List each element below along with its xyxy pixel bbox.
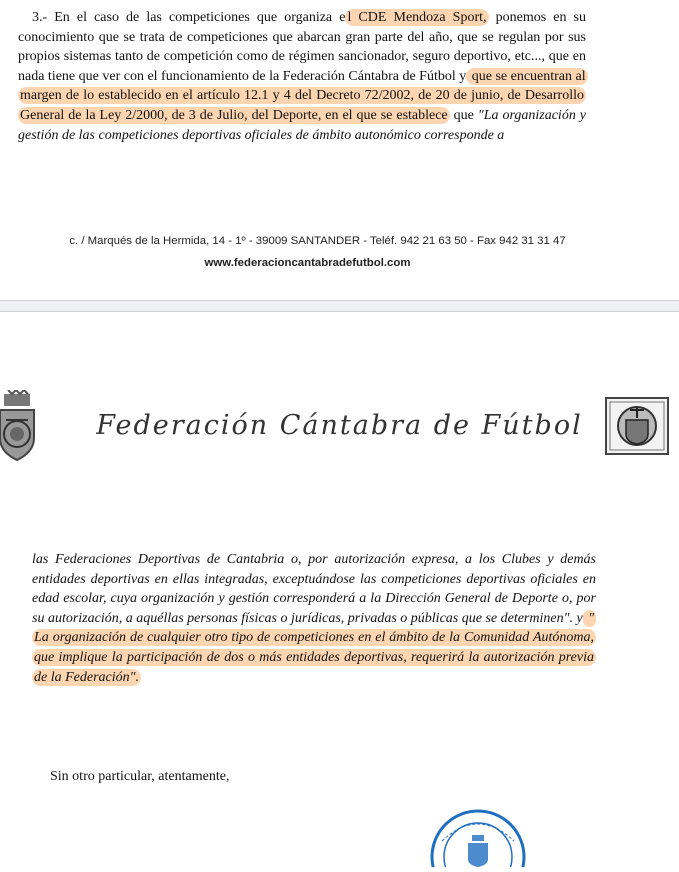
text-segment: las Federaciones Deportivas de Cantabria o, por autorización expresa, a los Clubes y demás entidades deportivas en ellas integradas, exceptuándose las competiciones deportivas oficiales en edad escolar, cuya organización y gestión corresponderá a la Dirección General de Deporte o, por su autorización, a aquéllas personas físicas o jurídicas, privadas o públicas que se determinen". y xyxy=(32,552,596,626)
closing-line: Sin otro particular, atentamente, xyxy=(50,769,230,784)
text-segment: 3.- En el caso de las competiciones que organiza e xyxy=(32,10,346,25)
highlighted-text: " La organización de cualquier otro tipo de competiciones en el ámbito de la Comunidad Autónoma, que implique la participación de dos o más entidades deportivas, requerirá la autorización previa de la Federación". xyxy=(34,610,595,685)
seal-stamp-icon xyxy=(428,807,528,872)
page-separator xyxy=(0,300,679,312)
footer-address: c. / Marqués de la Hermida, 14 - 1º - 39009 SANTANDER - Teléf. 942 21 63 50 - Fax 942 31 31 47 xyxy=(69,235,566,247)
footer-website: www.federacioncantabradefutbol.com xyxy=(204,257,411,269)
letterhead-title: Federación Cántabra de Fútbol xyxy=(96,410,583,441)
paragraph-quote-continuation xyxy=(32,550,596,687)
highlighted-text: l CDE Mendoza Sport, xyxy=(347,10,487,25)
highlighted-text: que se encuentran al margen de lo establecido en el artículo 12.1 y 4 del Decreto 72/2002, de 20 de junio, de Desarrollo General de la Ley 2/2000, de 3 de Julio, del Deporte, en el que se establece xyxy=(20,68,586,123)
document-page-2 xyxy=(0,312,679,861)
quoted-text: "La organización y gestión de las competiciones deportivas oficiales de ámbito autonómico corresponde a xyxy=(18,107,586,143)
emblem-icon xyxy=(604,396,674,461)
paragraph-point-3 xyxy=(18,8,586,145)
text-segment: ponemos en su conocimiento que se trata de competiciones que abarcan gran parte del año, que se regulan por sus propios sistemas tanto de competición como de régimen sancionador, seguro deportivo, etc..., que en nada tiene que ver con el funcionamiento de la Federación Cántabra de Fútbol y xyxy=(18,10,586,84)
text-segment: que xyxy=(449,107,478,123)
document-page-1 xyxy=(0,0,679,300)
